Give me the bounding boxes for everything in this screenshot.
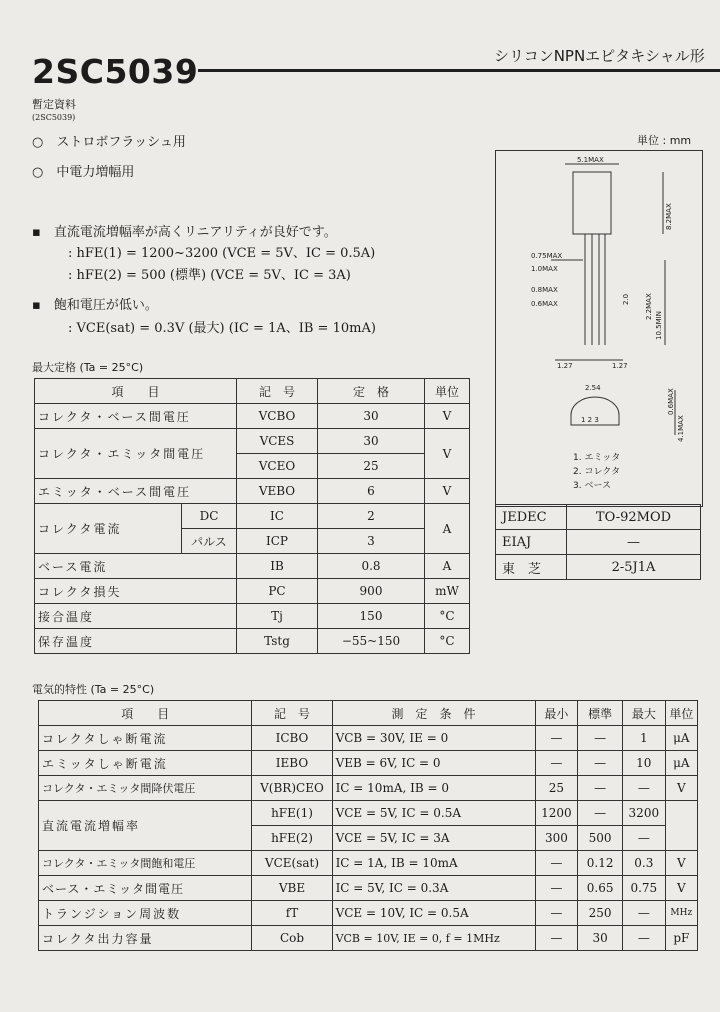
application-1-text: ストロボフラッシュ用 — [56, 135, 186, 150]
el-item: コレクタ出力容量 — [39, 926, 252, 951]
mr-unit: V — [425, 429, 470, 479]
el-typ: — — [578, 801, 623, 826]
dim-label: 1.0MAX — [531, 265, 558, 273]
table-row — [496, 530, 701, 555]
el-max: 0.75 — [622, 876, 665, 901]
el-typ: 500 — [578, 826, 623, 851]
el-min: — — [535, 751, 578, 776]
dim-label: 0.75MAX — [531, 252, 563, 260]
mr-symbol: ICP — [237, 529, 318, 554]
el-typ: — — [578, 726, 623, 751]
el-typ: 0.12 — [578, 851, 623, 876]
el-item: コレクタ・エミッタ間降伏電圧 — [39, 776, 252, 801]
el-condition: VCB = 10V, IE = 0, f = 1MHz — [332, 926, 535, 951]
unit-label: 単位 : mm — [637, 134, 692, 147]
application-2-text: 中電力増幅用 — [56, 165, 135, 180]
table-row — [35, 429, 470, 454]
pin-numbers: 1 2 3 — [581, 416, 599, 424]
el-unit: μA — [665, 726, 697, 751]
el-min: — — [535, 926, 578, 951]
el-header-unit: 単位 — [665, 701, 697, 726]
el-unit — [665, 801, 697, 851]
el-max: 10 — [622, 751, 665, 776]
el-max: — — [622, 826, 665, 851]
el-min: — — [535, 901, 578, 926]
el-unit: V — [665, 851, 697, 876]
mr-value: 25 — [318, 454, 425, 479]
el-unit: pF — [665, 926, 697, 951]
electrical-header-row — [39, 701, 698, 726]
feature-1a: : hFE(1) = 1200~3200 (VCE = 5V、IC = 0.5A) — [68, 246, 376, 261]
pkg-label: JEDEC — [496, 505, 567, 530]
mr-value: 0.8 — [318, 554, 425, 579]
el-max: — — [622, 901, 665, 926]
table-row — [39, 751, 698, 776]
max-ratings-table — [34, 378, 470, 654]
mr-subitem: DC — [182, 504, 237, 529]
electrical-table — [38, 700, 698, 951]
mr-header-unit: 単位 — [425, 379, 470, 404]
mr-symbol: IB — [237, 554, 318, 579]
el-header-min: 最小 — [535, 701, 578, 726]
package-body — [573, 172, 611, 234]
table-row — [39, 926, 698, 951]
dim-label: 2.2MAX — [645, 293, 653, 320]
el-condition: IC = 1A, IB = 10mA — [332, 851, 535, 876]
el-item: トランジション周波数 — [39, 901, 252, 926]
mr-unit: V — [425, 404, 470, 429]
table-row — [39, 901, 698, 926]
pin-label: 2. コレクタ — [573, 467, 621, 477]
package-outline-drawing — [495, 150, 701, 505]
table-row — [35, 404, 470, 429]
el-max: 3200 — [622, 801, 665, 826]
dim-label: 1.27 — [612, 362, 628, 370]
feature-2-text: 飽和電圧が低い。 — [53, 298, 158, 313]
feature-1b: : hFE(2) = 500 (標準) (VCE = 5V、IC = 3A) — [68, 268, 351, 283]
table-row — [39, 776, 698, 801]
el-condition: VCE = 10V, IC = 0.5A — [332, 901, 535, 926]
table-row — [39, 851, 698, 876]
part-number-title: 2SC5039 — [32, 52, 199, 91]
el-item: コレクタしゃ断電流 — [39, 726, 252, 751]
tentative-label: 暫定資料 — [32, 98, 76, 111]
pkg-value: — — [567, 530, 701, 555]
mr-item: コレクタ・ベース間電圧 — [35, 404, 237, 429]
dim-label: 2.0 — [622, 293, 630, 305]
dim-label: 0.6MAX — [667, 388, 675, 415]
mr-item: 接合温度 — [35, 604, 237, 629]
el-symbol: hFE(2) — [252, 826, 332, 851]
table-row — [35, 629, 470, 654]
el-condition: IC = 5V, IC = 0.3A — [332, 876, 535, 901]
el-condition: VCE = 5V, IC = 3A — [332, 826, 535, 851]
mr-symbol: IC — [237, 504, 318, 529]
mr-item: 保存温度 — [35, 629, 237, 654]
el-item: エミッタしゃ断電流 — [39, 751, 252, 776]
el-header-typ: 標準 — [578, 701, 623, 726]
el-symbol: VCE(sat) — [252, 851, 332, 876]
mr-header-rating: 定 格 — [318, 379, 425, 404]
table-row — [35, 579, 470, 604]
el-item: 直流電流増幅率 — [39, 801, 252, 851]
el-symbol: hFE(1) — [252, 801, 332, 826]
mr-value: 6 — [318, 479, 425, 504]
mr-unit: V — [425, 479, 470, 504]
el-header-condition: 測 定 条 件 — [332, 701, 535, 726]
dim-label: 0.6MAX — [531, 300, 558, 308]
mr-subitem: パルス — [182, 529, 237, 554]
mr-header-item: 項 目 — [35, 379, 237, 404]
el-unit: V — [665, 776, 697, 801]
el-min: — — [535, 726, 578, 751]
pkg-value: 2-5J1A — [567, 555, 701, 580]
el-min: 300 — [535, 826, 578, 851]
feature-1-text: 直流電流増幅率が高くリニアリティが良好です。 — [53, 225, 337, 240]
el-max: 1 — [622, 726, 665, 751]
mr-symbol: PC — [237, 579, 318, 604]
mr-unit: A — [425, 554, 470, 579]
mr-header-symbol: 記 号 — [237, 379, 318, 404]
pkg-label: 東 芝 — [496, 555, 567, 580]
pin-label: 1. エミッタ — [573, 453, 621, 463]
dim-label: 10.5MIN — [655, 311, 663, 340]
el-max: 0.3 — [622, 851, 665, 876]
mr-unit: mW — [425, 579, 470, 604]
el-condition: VCB = 30V, IE = 0 — [332, 726, 535, 751]
feature-2a: : VCE(sat) = 0.3V (最大) (IC = 1A、IB = 10mA) — [68, 321, 376, 336]
el-typ: — — [578, 776, 623, 801]
pkg-value: TO-92MOD — [567, 505, 701, 530]
mr-item: ベース電流 — [35, 554, 237, 579]
application-1: ○ ストロボフラッシュ用 — [32, 135, 186, 150]
table-row — [35, 554, 470, 579]
el-typ: — — [578, 751, 623, 776]
table-row — [35, 504, 470, 529]
table-row — [39, 876, 698, 901]
mr-symbol: VEBO — [237, 479, 318, 504]
max-ratings-header-row — [35, 379, 470, 404]
table-row — [496, 555, 701, 580]
el-typ: 250 — [578, 901, 623, 926]
mr-unit: °C — [425, 604, 470, 629]
el-unit: MHz — [665, 901, 697, 926]
mr-value: 150 — [318, 604, 425, 629]
el-unit: μA — [665, 751, 697, 776]
mr-value: −55~150 — [318, 629, 425, 654]
series-description: シリコンNPNエピタキシャル形 — [494, 47, 705, 65]
mr-unit: °C — [425, 629, 470, 654]
el-item: コレクタ・エミッタ間飽和電圧 — [39, 851, 252, 876]
el-typ: 30 — [578, 926, 623, 951]
el-min: — — [535, 851, 578, 876]
table-row — [39, 801, 698, 826]
mr-symbol: VCES — [237, 429, 318, 454]
mr-symbol: Tj — [237, 604, 318, 629]
mr-symbol: VCEO — [237, 454, 318, 479]
application-2: ○ 中電力増幅用 — [32, 165, 135, 180]
el-symbol: fT — [252, 901, 332, 926]
el-condition: VCE = 5V, IC = 0.5A — [332, 801, 535, 826]
el-item: ベース・エミッタ間電圧 — [39, 876, 252, 901]
pin-label: 3. ベース — [573, 481, 611, 491]
el-min: 1200 — [535, 801, 578, 826]
mr-value: 30 — [318, 404, 425, 429]
mr-value: 3 — [318, 529, 425, 554]
mr-item: コレクタ・エミッタ間電圧 — [35, 429, 237, 479]
electrical-title: 電気的特性 (Ta = 25°C) — [32, 683, 155, 696]
dim-label: 0.8MAX — [531, 286, 558, 294]
package-info-table — [495, 504, 701, 580]
mr-value: 30 — [318, 429, 425, 454]
mr-value: 2 — [318, 504, 425, 529]
mr-symbol: VCBO — [237, 404, 318, 429]
el-symbol: Cob — [252, 926, 332, 951]
pkg-label: EIAJ — [496, 530, 567, 555]
title-rule — [198, 69, 720, 72]
feature-2: ▪ 飽和電圧が低い。 — [32, 298, 158, 313]
table-row — [496, 505, 701, 530]
el-symbol: VBE — [252, 876, 332, 901]
el-condition: VEB = 6V, IC = 0 — [332, 751, 535, 776]
el-header-symbol: 記 号 — [252, 701, 332, 726]
table-row — [35, 479, 470, 504]
table-row — [39, 726, 698, 751]
mr-item: コレクタ損失 — [35, 579, 237, 604]
dim-label: 8.2MAX — [665, 203, 673, 230]
mr-symbol: Tstg — [237, 629, 318, 654]
reference-label: (2SC5039) — [32, 113, 76, 122]
dim-label: 4.1MAX — [677, 415, 685, 442]
feature-1: ▪ 直流電流増幅率が高くリニアリティが良好です。 — [32, 225, 337, 240]
max-ratings-title: 最大定格 (Ta = 25°C) — [32, 361, 144, 374]
dim-label: 1.27 — [557, 362, 573, 370]
el-condition: IC = 10mA, IB = 0 — [332, 776, 535, 801]
mr-item: エミッタ・ベース間電圧 — [35, 479, 237, 504]
el-symbol: V(BR)CEO — [252, 776, 332, 801]
el-typ: 0.65 — [578, 876, 623, 901]
mr-unit: A — [425, 504, 470, 554]
el-symbol: IEBO — [252, 751, 332, 776]
el-min: — — [535, 876, 578, 901]
el-symbol: ICBO — [252, 726, 332, 751]
mr-value: 900 — [318, 579, 425, 604]
el-max: — — [622, 776, 665, 801]
el-unit: V — [665, 876, 697, 901]
table-row — [35, 604, 470, 629]
mr-item: コレクタ電流 — [35, 504, 182, 554]
el-min: 25 — [535, 776, 578, 801]
el-header-item: 項 目 — [39, 701, 252, 726]
el-max: — — [622, 926, 665, 951]
dim-label: 5.1MAX — [577, 156, 604, 164]
el-header-max: 最大 — [622, 701, 665, 726]
dim-label: 2.54 — [585, 384, 601, 392]
